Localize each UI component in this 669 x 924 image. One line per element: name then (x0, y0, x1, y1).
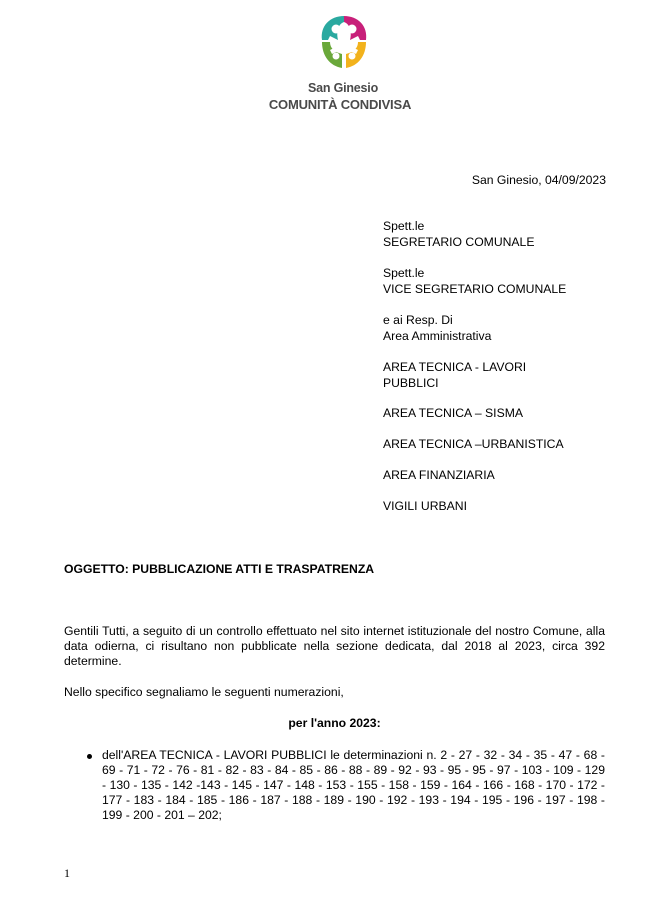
recipient-line: AREA FINANZIARIA (383, 468, 495, 482)
letterhead-logo (0, 0, 669, 120)
date-line: San Ginesio, 04/09/2023 (471, 173, 606, 187)
intro-paragraph: Gentili Tutti, a seguito di un controllo effettuato nel sito internet istituzionale del nostro Comune, alla data odierna, ci risultano non pubblicate nella sezione dedicata, dal 2018 al 2023, circa 392 determine. (64, 624, 605, 668)
bullet-item: dell'AREA TECNICA - LAVORI PUBBLICI le determinazioni n. 2 - 27 - 32 - 34 - 35 - 47 - 68 - 69 - 71 - 72 - 76 - 81 - 82 - 83 - 84 - 85 - 86 - 88 - 89 - 92 - 93 - 95 - 95 - 97 - 103 - 109 - 129 - 130 - 135 - 142 -143 - 145 - 147 - 148 - 153 - 155 - 158 - 159 - 164 - 166 - 168 - 170 - 172 - 177 - 183 - 184 - 185 - 186 - 187 - 188 - 189 - 190 - 192 - 193 - 194 - 195 - 196 - 197 - 198 - 199 - 200 - 201 – 202; (102, 748, 605, 822)
recipient-line: VIGILI URBANI (383, 499, 467, 513)
subject-line: OGGETTO: PUBBLICAZIONE ATTI E TRASPATRENZA (64, 562, 375, 576)
logo-name: San Ginesio (307, 81, 379, 95)
specific-paragraph: Nello specifico segnaliamo le seguenti numerazioni, (64, 685, 344, 699)
recipient-line: e ai Resp. Di (383, 313, 453, 327)
bullet-marker (87, 754, 92, 759)
recipient-line: AREA TECNICA – SISMA (383, 406, 523, 420)
recipient-line: Area Amministrativa (383, 329, 492, 343)
recipient-line: SEGRETARIO COMUNALE (383, 235, 535, 249)
recipient-line: AREA TECNICA - LAVORI (383, 360, 527, 374)
page-number: 1 (64, 866, 70, 880)
recipient-line: Spett.le (383, 266, 425, 280)
recipient-line: PUBBLICI (383, 376, 439, 390)
community-logo-icon (316, 12, 372, 72)
logo-tagline: COMUNITÀ CONDIVISA (268, 97, 412, 112)
year-heading: per l'anno 2023: (288, 716, 381, 730)
recipient-line: Spett.le (383, 219, 425, 233)
recipient-line: AREA TECNICA –URBANISTICA (383, 437, 564, 451)
recipient-line: VICE SEGRETARIO COMUNALE (383, 282, 567, 296)
